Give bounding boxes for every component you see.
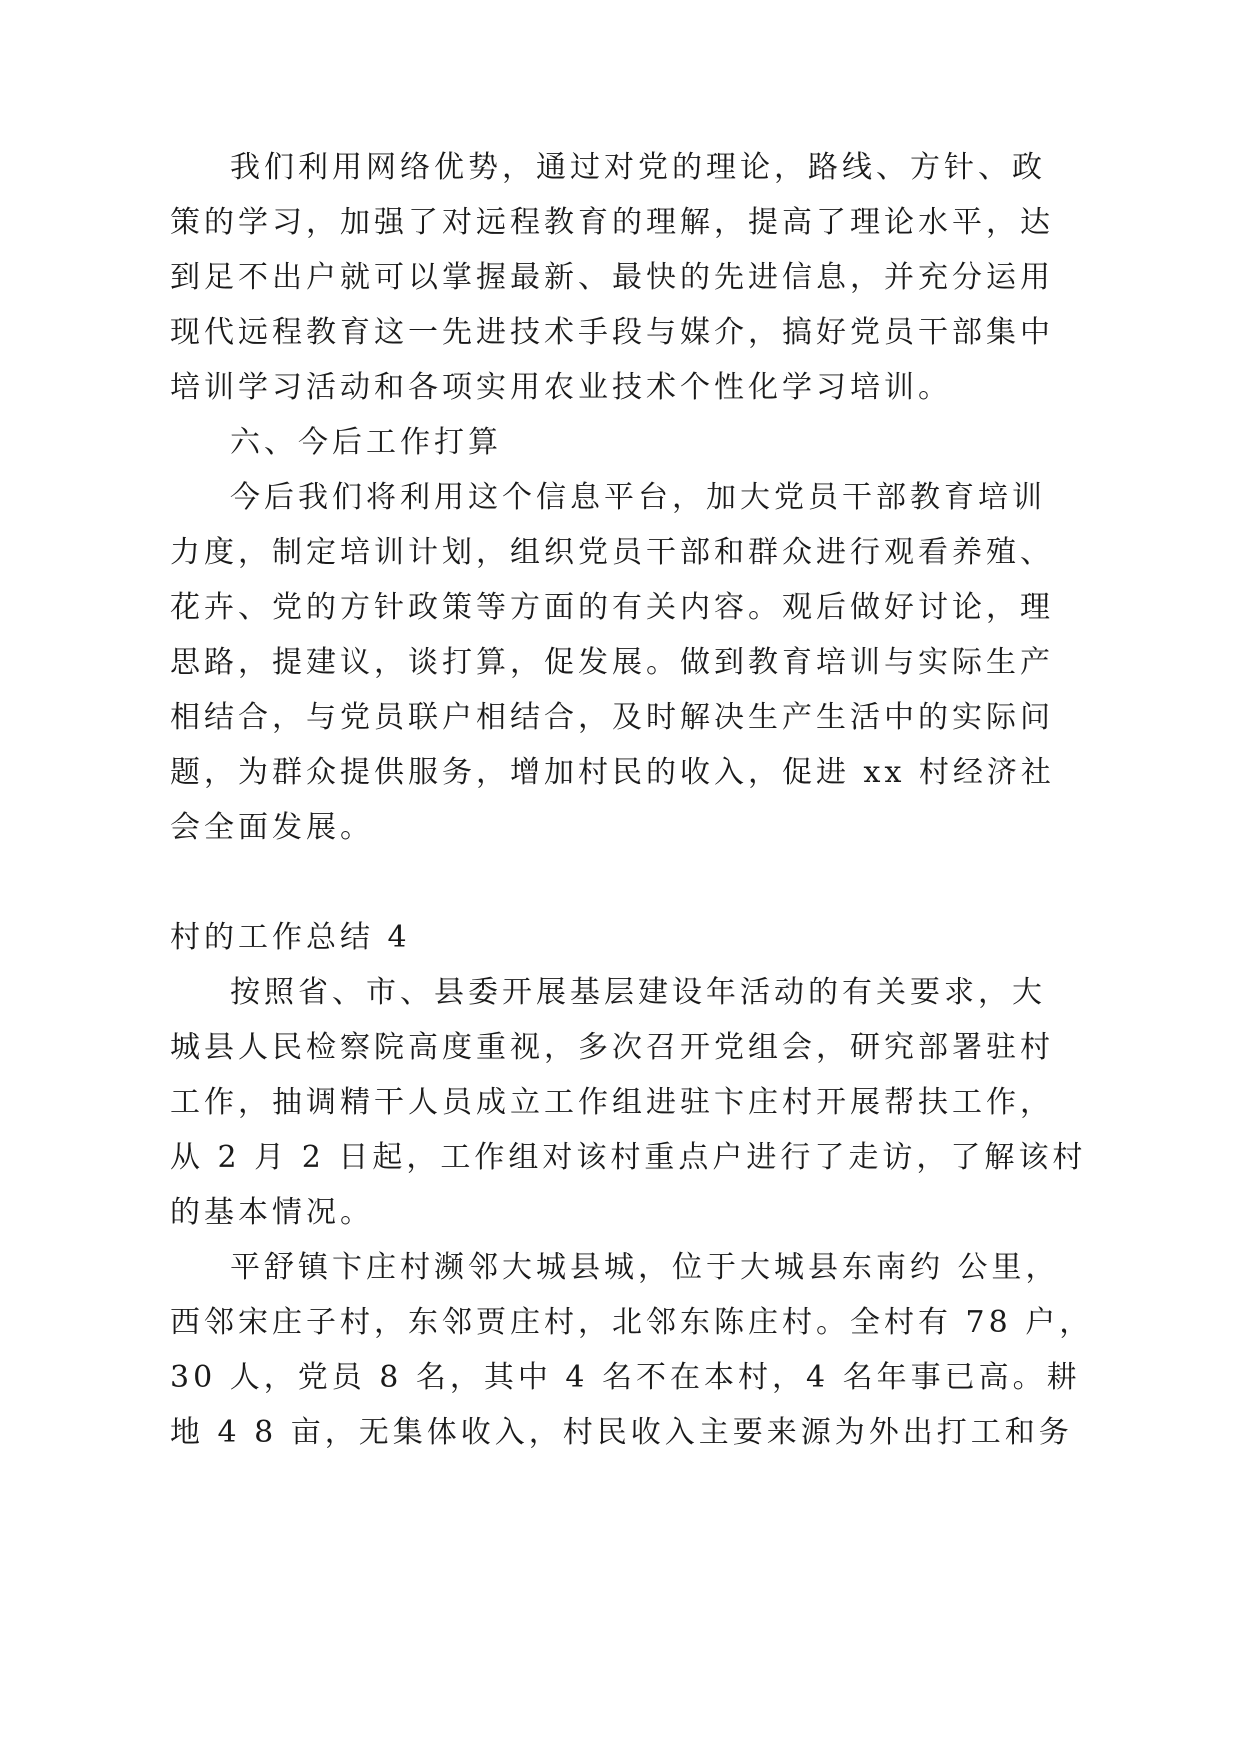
document-title: 村的工作总结 4 (170, 920, 411, 955)
paragraph-line: 的基本情况。 (170, 1195, 374, 1230)
paragraph-line: 按照省、市、县委开展基层建设年活动的有关要求，大 (230, 975, 1046, 1010)
paragraph-line: 从 2 月 2 日起，工作组对该村重点户进行了走访，了解该村 (170, 1140, 1087, 1175)
paragraph-line: 题，为群众提供服务，增加村民的收入，促进 xx 村经济社 (170, 755, 1055, 790)
paragraph-line: 会全面发展。 (170, 810, 374, 845)
paragraph-line: 力度，制定培训计划，组织党员干部和群众进行观看养殖、 (170, 535, 1054, 570)
paragraph-line: 30 人，党员 8 名，其中 4 名不在本村，4 名年事已高。耕 (170, 1360, 1081, 1395)
paragraph-line: 平舒镇卞庄村濒邻大城县城，位于大城县东南约 公里， (230, 1250, 1060, 1285)
section-heading: 六、今后工作打算 (230, 425, 502, 460)
paragraph-line: 我们利用网络优势，通过对党的理论，路线、方针、政 (230, 150, 1046, 185)
paragraph-line: 到足不出户就可以掌握最新、最快的先进信息，并充分运用 (170, 260, 1054, 295)
paragraph-line: 花卉、党的方针政策等方面的有关内容。观后做好讨论，理 (170, 590, 1054, 625)
paragraph-line: 今后我们将利用这个信息平台，加大党员干部教育培训 (230, 480, 1046, 515)
paragraph-line: 地 4 8 亩，无集体收入，村民收入主要来源为外出打工和务 (170, 1415, 1073, 1450)
paragraph-line: 策的学习，加强了对远程教育的理解，提高了理论水平，达 (170, 205, 1054, 240)
paragraph-line: 西邻宋庄子村，东邻贾庄村，北邻东陈庄村。全村有 78 户， (170, 1305, 1094, 1340)
paragraph-line: 工作，抽调精干人员成立工作组进驻卞庄村开展帮扶工作， (170, 1085, 1054, 1120)
paragraph-line: 相结合，与党员联户相结合，及时解决生产生活中的实际问 (170, 700, 1054, 735)
paragraph-line: 城县人民检察院高度重视，多次召开党组会，研究部署驻村 (170, 1030, 1054, 1065)
paragraph-line: 培训学习活动和各项实用农业技术个性化学习培训。 (170, 370, 952, 405)
paragraph-line: 思路，提建议，谈打算，促发展。做到教育培训与实际生产 (170, 645, 1054, 680)
paragraph-line: 现代远程教育这一先进技术手段与媒介，搞好党员干部集中 (170, 315, 1054, 350)
